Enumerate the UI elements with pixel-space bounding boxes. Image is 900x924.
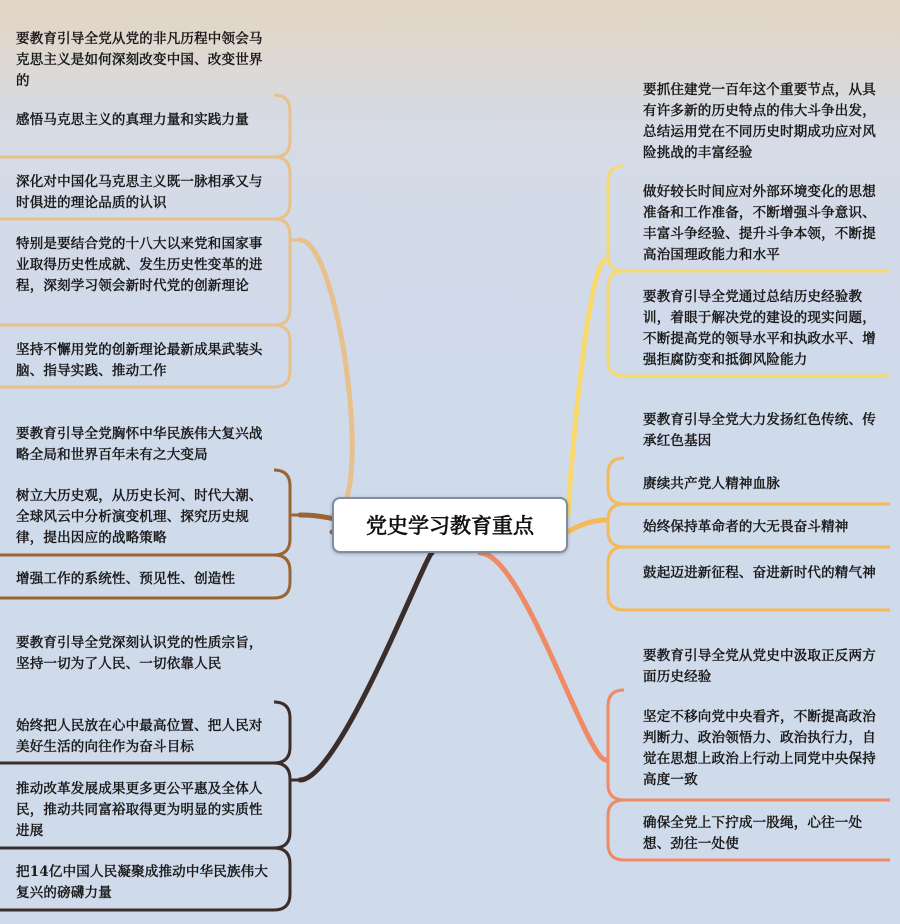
branch-right-2-item-2[interactable]: 始终保持革命者的大无畏奋斗精神	[643, 519, 849, 535]
branch-left-1-title[interactable]: 要教育引导全党从党的非凡历程中领会马克思主义是如何深刻改变中国、改变世界的	[16, 31, 263, 89]
branch-left-1-item-3[interactable]: 特别是要结合党的十八大以来党和国家事业取得历史性成就、发生历史性变革的进程，深刻学习领会新时代党的创新理论	[16, 236, 263, 294]
branch-left-3-item-1-top-link	[274, 702, 290, 733]
branch-right-3-title[interactable]: 要教育引导全党从党史中汲取正反两方面历史经验	[643, 648, 876, 685]
branch-right-1-item-2[interactable]: 要教育引导全党通过总结历史经验教训，着眼于解决党的建设的现实问题，不断提高党的领导水平和执政水平、增强拒腐防变和抵御风险能力	[643, 289, 876, 368]
branch-right-3-item-2-top-link	[608, 800, 624, 830]
branch-right-1-item-1[interactable]: 做好较长时间应对外部环境变化的思想准备和工作准备，不断增强斗争意识、丰富斗争经验、提升斗争本领，不断提高治国理政能力和水平	[643, 184, 876, 263]
branch-left-1-item-3-top-link	[274, 219, 290, 272]
branch-right-1-item-2-top-link	[608, 271, 624, 324]
branch-left-1-item-1[interactable]: 感悟马克思主义的真理力量和实践力量	[16, 112, 249, 128]
branch-right-3-item-1[interactable]: 坚定不移向党中央看齐，不断提高政治判断力、政治领悟力、政治执行力，自觉在思想上政治上行动上同党中央保持高度一致	[643, 709, 876, 788]
branch-left-2-item-2-top-link	[274, 555, 290, 577]
branch-left-2-title[interactable]: 要教育引导全党胸怀中华民族伟大复兴战略全局和世界百年未有之大变局	[16, 426, 263, 463]
branch-left-3-item-3[interactable]: 把14亿中国人民凝聚成推动中华民族伟大复兴的磅礴力量	[16, 864, 269, 901]
branch-left-2-item-1[interactable]: 树立大历史观，从历史长河、时代大潮、全球风云中分析演变机理、探究历史规律，提出因应的战略策略	[16, 488, 263, 546]
branch-right-2-item-1-top-link	[608, 458, 624, 481]
branch-left-3-item-2-top-link	[274, 763, 290, 806]
branch-left-3-title[interactable]: 要教育引导全党深刻认识党的性质宗旨，坚持一切为了人民、一切依靠人民	[16, 635, 263, 672]
branch-left-2-item-2[interactable]: 增强工作的系统性、预见性、创造性	[16, 571, 236, 587]
branch-right-1-main-link	[568, 260, 606, 515]
branch-right-2-item-1[interactable]: 赓续共产党人精神血脉	[643, 476, 780, 492]
branch-right-3-main-link	[480, 553, 606, 760]
branch-left-1-item-4[interactable]: 坚持不懈用党的创新理论最新成果武装头脑、指导实践、推动工作	[16, 342, 263, 379]
branch-left-3-item-1[interactable]: 始终把人民放在心中最高位置、把人民对美好生活的向往作为奋斗目标	[16, 718, 263, 755]
root-topic[interactable]: 党史学习教育重点	[332, 497, 568, 553]
branch-left-3-item-3-top-link	[274, 848, 290, 879]
branch-left-3-item-2[interactable]: 推动改革发展成果更多更公平惠及全体人民，推动共同富裕取得更为明显的实质性进展	[16, 781, 263, 839]
branch-right-2-item-2-top-link	[608, 504, 624, 526]
branch-right-1-title[interactable]: 要抓住建党一百年这个重要节点，从具有许多新的历史特点的伟大斗争出发，总结运用党在不同历史时期成功应对风险挑战的丰富经验	[643, 82, 876, 161]
branch-right-3-item-2[interactable]: 确保全党上下拧成一股绳，心往一处想、劲往一处使	[643, 815, 863, 852]
branch-right-3-item-1-top-link	[608, 690, 624, 745]
branch-left-2-item-1-top-link	[274, 470, 290, 513]
branch-left-1-item-2-top-link	[274, 157, 290, 188]
branch-left-1-item-1-top-link	[274, 95, 290, 126]
branch-left-1-main-link	[300, 240, 352, 515]
branch-left-1-item-2[interactable]: 深化对中国化马克思主义既一脉相承又与时俱进的理论品质的认识	[16, 174, 263, 211]
branch-right-2-item-3[interactable]: 鼓起迈进新征程、奋进新时代的精气神	[643, 565, 876, 581]
branch-right-2-item-3-top-link	[608, 547, 624, 579]
branch-left-3-main-link	[300, 553, 432, 780]
branch-right-2-title[interactable]: 要教育引导全党大力发扬红色传统、传承红色基因	[643, 412, 876, 449]
branch-left-1-item-4-top-link	[274, 325, 290, 356]
branch-right-1-item-1-top-link	[608, 166, 624, 219]
branch-right-2-main-link	[568, 520, 606, 532]
